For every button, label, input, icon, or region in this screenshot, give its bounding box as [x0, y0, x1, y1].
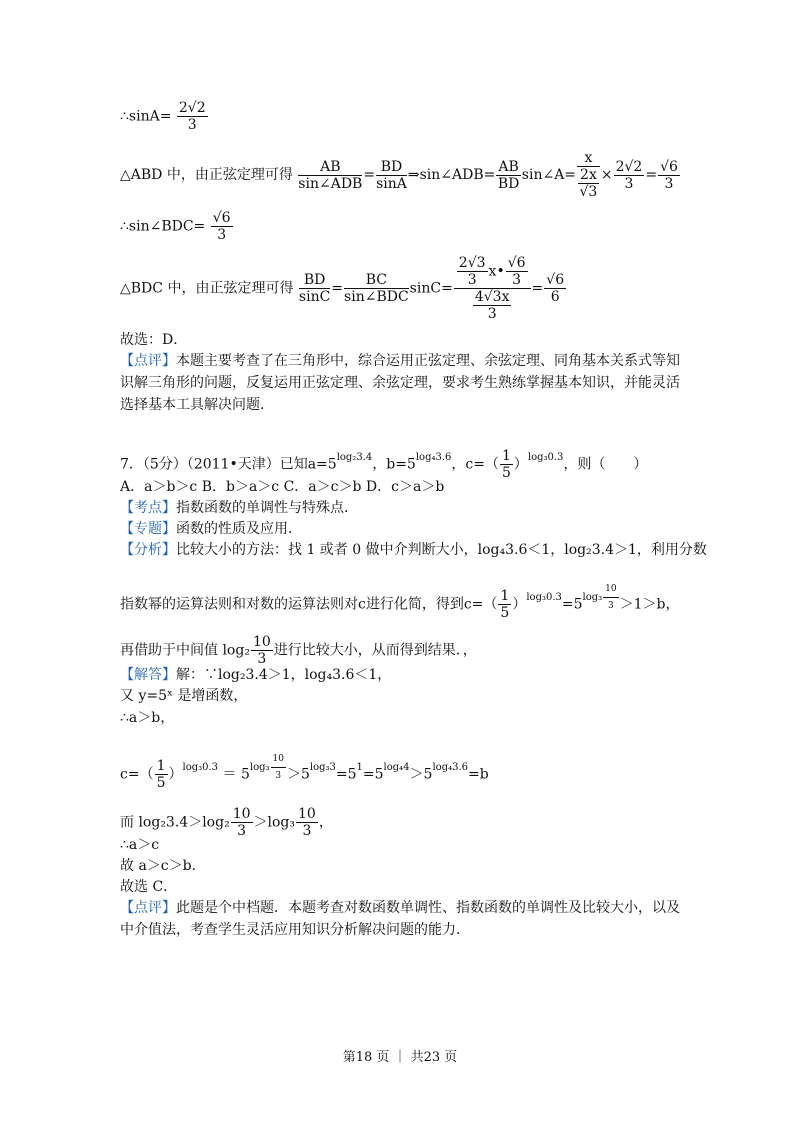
answer-6: 故选：D．: [120, 332, 188, 348]
fenxi-line-2: 指数幂的运算法则和对数的运算法则对c进行化简，得到c=（ $\frac{1}{5}$ ）$^{log_30.3}=5^{log_3 \frac{10}{3}}$ ＞1＞b，: [120, 588, 680, 623]
comment-tag: 【点评】: [120, 353, 176, 369]
so-a-gt-c: ∴a＞c: [120, 837, 160, 853]
sinA-equation: ∴sinA= $\frac{2√2}{3}$: [120, 100, 206, 133]
bdc-sine-law-line: △BDC 中，由正弦定理可得 $\frac{BD}{\sin C}$ = $\frac{BC}{\text{sin∠BDC}}$ sinC= $\frac{2√3}{3}$ x• $\frac{√6}{3}$ $\frac{4√3x}{3}$ = $\frac{√6}{6}$: [120, 255, 565, 322]
comment-7-line-2: 中介值法，考查学生灵活应用知识分析解决问题的能力．: [120, 922, 470, 938]
comment-6-line-1: 【点评】本题主要考查了在三角形中，综合运用正弦定理、余弦定理、同角基本关系式等知: [120, 353, 680, 369]
page-footer: 第18 页 ｜ 共23 页: [342, 1050, 458, 1065]
jieda-line-3: ∴a＞b，: [120, 710, 175, 726]
sinBDC-equation: ∴sin∠BDC= $\frac{√6}{3}$: [120, 210, 231, 243]
fenxi-line-1: 【分析】比较大小的方法：找 1 或者 0 做中介判断大小，log₄3.6＜1，log₂3.4＞1，利用分数: [120, 542, 707, 558]
c-chain-equation: c=（ $\frac{1}{5}$ ）$^{log_30.3} = 5^{log_3 \frac{10}{3}}$ $>5^{log_33}=5^1=5^{log_44}>5^{log_43.6}=b$: [120, 758, 489, 793]
zhuanti-line: 【专题】函数的性质及应用．: [120, 521, 302, 537]
comment-6-line-3: 选择基本工具解决问题．: [120, 397, 274, 413]
fenxi-line-3: 再借助于中间值 log₂ $\frac{10}{3}$ 进行比较大小，从而得到结果．，: [120, 634, 477, 667]
question-7-options: A．a＞b＞c B．b＞a＞c C．a＞c＞b D．c＞a＞b: [120, 479, 445, 495]
so-a-c-b: 故 a＞c＞b．: [120, 858, 206, 874]
comment-6-line-2: 识解三角形的问题，反复运用正弦定理、余弦定理，要求考生熟练掌握基本知识，并能灵活: [120, 375, 680, 391]
answer-7: 故选 C．: [120, 879, 178, 895]
jieda-line-2: 又 y=5ˣ 是增函数，: [120, 688, 248, 704]
abd-sine-law-line: △ABD 中，由正弦定理可得 $\frac{AB}{\text{sin∠ADB}}$ = $\frac{BD}{\sin A}$ ⇒sin∠ADB= $\frac{AB}{BD}$ sin∠A= $\frac{x}{\frac{2x}{√3}}$ × $\frac{2√2}{3}$ = $\frac{√6}{3}$: [120, 150, 678, 200]
comment-7-line-1: 【点评】此题是个中档题．本题考查对数函数单调性、指数函数的单调性及比较大小，以及: [120, 900, 680, 916]
jieda-line-1: 【解答】解：∵log₂3.4＞1，log₄3.6＜1，: [120, 667, 392, 683]
log-compare-line: 而 log₂3.4＞log₂ $\frac{10}{3}$ ＞log₃ $\frac{10}{3}$ ，: [120, 806, 333, 839]
question-7-stem: 7．（5分）（2011•天津）已知$a=5^{log_23.4}$，$b=5^{log_43.6}$，c=（ $\frac{1}{5}$ ）$^{log_30.3}$，则（ ）: [120, 448, 648, 481]
kaodian-line: 【考点】指数函数的单调性与特殊点．: [120, 500, 358, 516]
